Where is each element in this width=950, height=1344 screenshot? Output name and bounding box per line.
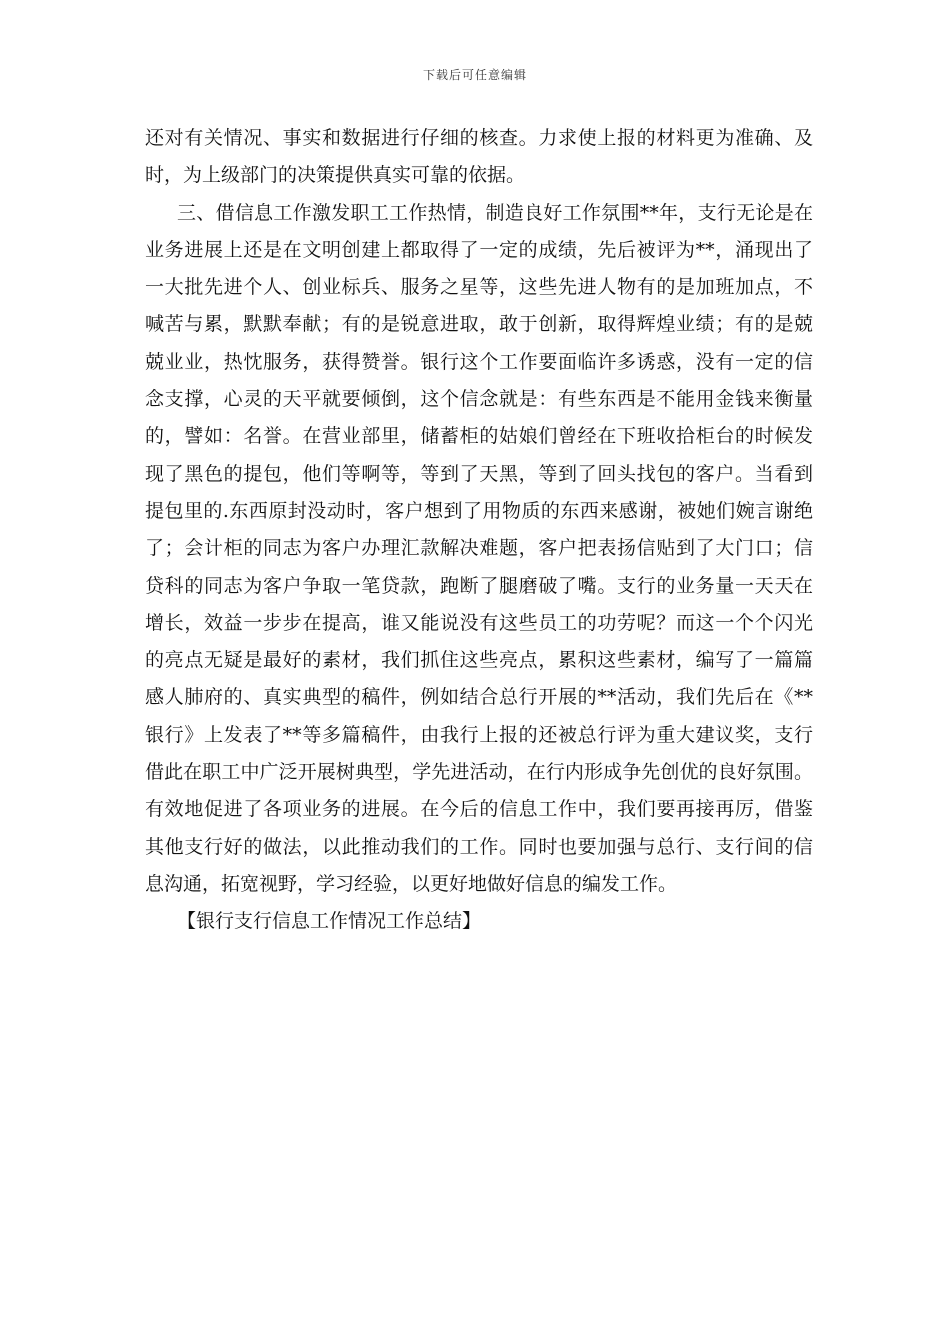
text-line: 喊苦与累，默默奉献；有的是锐意进取，敢于创新，取得辉煌业绩；有的是兢: [145, 313, 813, 336]
text-line: 了；会计柜的同志为客户办理汇款解决难题，客户把表扬信贴到了大门口；信: [145, 537, 813, 560]
text-line: 有效地促进了各项业务的进展。在今后的信息工作中，我们要再接再厉，借鉴: [145, 798, 813, 821]
text-line: 增长，效益一步步在提高，谁又能说没有这些员工的功劳呢？而这一个个闪光: [145, 611, 813, 634]
text-line: 借此在职工中广泛开展树典型，学先进活动，在行内形成争先创优的良好氛围。: [145, 761, 813, 784]
text-line: 的亮点无疑是最好的素材，我们抓住这些亮点，累积这些素材，编写了一篇篇: [145, 649, 813, 672]
text-line: 念支撑，心灵的天平就要倾倒，这个信念就是：有些东西是不能用金钱来衡量: [145, 388, 813, 411]
text-line: 兢业业，热忱服务，获得赞誉。银行这个工作要面临许多诱惑，没有一定的信: [145, 350, 813, 373]
text-line: 一大批先进个人、创业标兵、服务之星等，这些先进人物有的是加班加点，不: [145, 276, 813, 299]
text-line: 提包里的.东西原封没动时，客户想到了用物质的东西来感谢，被她们婉言谢绝: [145, 499, 813, 522]
text-line: 还对有关情况、事实和数据进行仔细的核查。力求使上报的材料更为准确、及: [145, 127, 813, 149]
text-line: 现了黑色的提包，他们等啊等，等到了天黑，等到了回头找包的客户。当看到: [145, 462, 813, 485]
text-line: 贷科的同志为客户争取一笔贷款，跑断了腿磨破了嘴。支行的业务量一天天在: [145, 574, 813, 597]
closing-title: 【银行支行信息工作情况工作总结】: [177, 910, 482, 933]
body-text: [145, 120, 813, 941]
text-line: 其他支行好的做法，以此推动我们的工作。同时也要加强与总行、支行间的信: [145, 835, 813, 858]
text-line: 业务进展上还是在文明创建上都取得了一定的成绩，先后被评为**，涌现出了: [145, 238, 813, 261]
text-line: 银行》上发表了**等多篇稿件，由我行上报的还被总行评为重大建议奖，支行: [145, 723, 813, 746]
text-line: 的，譬如：名誉。在营业部里，储蓄柜的姑娘们曾经在下班收拾柜台的时候发: [145, 425, 813, 448]
section-three-first-line: 三、借信息工作激发职工工作热情，制造良好工作氛围**年，支行无论是在: [177, 201, 813, 224]
text-line: 息沟通，拓宽视野，学习经验，以更好地做好信息的编发工作。: [145, 872, 678, 895]
text-line: 感人肺府的、真实典型的稿件，例如结合总行开展的**活动，我们先后在《**: [145, 686, 813, 709]
text-line: 时，为上级部门的决策提供真实可靠的依据。: [145, 164, 526, 187]
header-note: 下载后可任意编辑: [422, 68, 527, 82]
